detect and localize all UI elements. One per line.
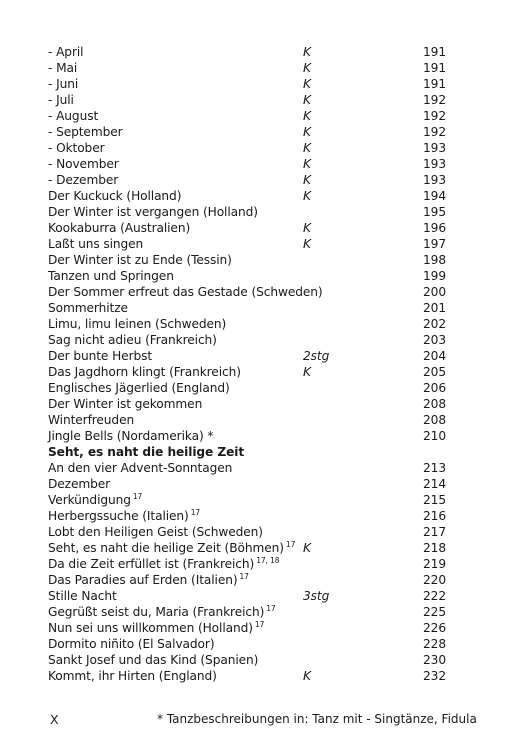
- entry-page-number: 202: [423, 317, 446, 331]
- footnote: * Tanzbeschreibungen in: Tanz mit - Singtänze, Fidula: [157, 712, 477, 726]
- entry-title: Der Winter ist gekommen: [48, 397, 203, 411]
- entry-page-number: 192: [423, 125, 446, 139]
- entry-page-number: 191: [423, 45, 446, 59]
- entry-page-number: 205: [423, 365, 446, 379]
- toc-entry: [48, 348, 448, 364]
- entry-page-number: 191: [423, 61, 446, 75]
- entry-title: Der Sommer erfreut das Gestade (Schweden): [48, 285, 323, 299]
- entry-mark: K: [303, 141, 311, 155]
- entry-title: Das Paradies auf Erden (Italien) $^{17}$: [48, 572, 249, 587]
- entry-page-number: 195: [423, 205, 446, 219]
- footnote-reference: 17: [266, 604, 276, 613]
- entry-page-number: 208: [423, 397, 446, 411]
- toc-entry: [48, 156, 448, 172]
- toc-entry: [48, 236, 448, 252]
- entry-page-number: 210: [423, 429, 446, 443]
- entry-page-number: 230: [423, 653, 446, 667]
- entry-title: An den vier Advent-Sonntagen: [48, 461, 233, 475]
- toc-entry: [48, 636, 448, 652]
- entry-mark: K: [303, 365, 311, 379]
- entry-title: Herbergssuche (Italien) $^{17}$: [48, 508, 201, 523]
- entry-mark: K: [303, 189, 311, 203]
- entry-page-number: 193: [423, 173, 446, 187]
- toc-entry: [48, 396, 448, 412]
- toc-entry: [48, 492, 448, 508]
- entry-page-number: 201: [423, 301, 446, 315]
- entry-page-number: 232: [423, 669, 446, 683]
- toc-entry: [48, 44, 448, 60]
- entry-title: Limu, limu leinen (Schweden): [48, 317, 227, 331]
- toc-entry: [48, 300, 448, 316]
- toc-entry: [48, 140, 448, 156]
- toc-entry: [48, 412, 448, 428]
- entry-title: Winterfreuden: [48, 413, 135, 427]
- toc-entry: [48, 364, 448, 380]
- entry-mark: 3stg: [303, 589, 330, 603]
- entry-title: Gegrüßt seist du, Maria (Frankreich) $^{17}$: [48, 604, 276, 619]
- entry-title: Sommerhitze: [48, 301, 128, 315]
- toc-entry: [48, 604, 448, 620]
- entry-title: - November: [48, 157, 119, 171]
- entry-title: Laßt uns singen: [48, 237, 144, 251]
- page-number-roman: X: [50, 712, 59, 727]
- entry-page-number: 191: [423, 77, 446, 91]
- toc-entry: [48, 668, 448, 684]
- entry-title: Dezember: [48, 477, 111, 491]
- entry-title: Nun sei uns willkommen (Holland) $^{17}$: [48, 620, 265, 635]
- entry-page-number: 199: [423, 269, 446, 283]
- toc-entry: [48, 524, 448, 540]
- entry-page-number: 226: [423, 621, 446, 635]
- toc-entry: [48, 476, 448, 492]
- entry-mark: K: [303, 669, 311, 683]
- toc-entry: [48, 124, 448, 140]
- entry-mark: K: [303, 221, 311, 235]
- entry-page-number: 225: [423, 605, 446, 619]
- entry-title: - September: [48, 125, 123, 139]
- entry-page-number: 213: [423, 461, 446, 475]
- entry-mark: K: [303, 45, 311, 59]
- entry-mark: K: [303, 541, 311, 555]
- entry-title: - Oktober: [48, 141, 105, 155]
- entry-page-number: 192: [423, 109, 446, 123]
- toc-entry: [48, 460, 448, 476]
- footnote-reference: 17: [254, 620, 265, 629]
- entry-page-number: 203: [423, 333, 446, 347]
- toc-entry: [48, 92, 448, 108]
- entry-mark: K: [303, 173, 311, 187]
- entry-page-number: 217: [423, 525, 446, 539]
- entry-mark: K: [303, 157, 311, 171]
- entry-title: Englisches Jägerlied (England): [48, 381, 230, 395]
- table-of-contents: [48, 44, 448, 684]
- entry-title: - August: [48, 109, 99, 123]
- toc-entry: [48, 332, 448, 348]
- toc-entry: [48, 108, 448, 124]
- entry-title: - Dezember: [48, 173, 119, 187]
- footnote-reference: 17: [190, 508, 201, 517]
- toc-entry: [48, 380, 448, 396]
- toc-entry: [48, 204, 448, 220]
- toc-entry: [48, 268, 448, 284]
- toc-entry: [48, 588, 448, 604]
- entry-page-number: 193: [423, 141, 446, 155]
- entry-title: Verkündigung $^{17}$: [48, 492, 143, 507]
- entry-mark: K: [303, 237, 311, 251]
- toc-entry: [48, 284, 448, 300]
- entry-page-number: 228: [423, 637, 446, 651]
- entry-mark: K: [303, 61, 311, 75]
- footnote-reference: 17: [239, 572, 249, 581]
- entry-title: Kookaburra (Australien): [48, 221, 191, 235]
- entry-title: Da die Zeit erfüllet ist (Frankreich) $^{17, 18}$: [48, 556, 280, 571]
- entry-page-number: 220: [423, 573, 446, 587]
- entry-mark: K: [303, 93, 311, 107]
- entry-mark: K: [303, 125, 311, 139]
- entry-page-number: 214: [423, 477, 446, 491]
- entry-title: Das Jagdhorn klingt (Frankreich): [48, 365, 241, 379]
- entry-title: - Juli: [48, 93, 74, 107]
- entry-page-number: 218: [423, 541, 446, 555]
- entry-title: Der Winter ist vergangen (Holland): [48, 205, 258, 219]
- footnote-reference: 17: [285, 540, 296, 549]
- footnote-reference: 17: [132, 492, 143, 501]
- entry-mark: K: [303, 77, 311, 91]
- entry-title: - Juni: [48, 77, 79, 91]
- toc-entry: [48, 620, 448, 636]
- entry-page-number: 216: [423, 509, 446, 523]
- entry-page-number: 200: [423, 285, 446, 299]
- entry-title: Der Kuckuck (Holland): [48, 189, 182, 203]
- entry-title: Der Winter ist zu Ende (Tessin): [48, 253, 232, 267]
- toc-entry: [48, 556, 448, 572]
- toc-entry: [48, 76, 448, 92]
- entry-mark: K: [303, 109, 311, 123]
- toc-entry: [48, 508, 448, 524]
- entry-title: - Mai: [48, 61, 78, 75]
- entry-title: Kommt, ihr Hirten (England): [48, 669, 217, 683]
- entry-title: Lobt den Heiligen Geist (Schweden): [48, 525, 263, 539]
- toc-entry: [48, 172, 448, 188]
- toc-entry: [48, 572, 448, 588]
- entry-title: Sag nicht adieu (Frankreich): [48, 333, 217, 347]
- entry-page-number: 215: [423, 493, 446, 507]
- entry-page-number: 204: [423, 349, 446, 363]
- entry-page-number: 197: [423, 237, 446, 251]
- entry-page-number: 192: [423, 93, 446, 107]
- entry-page-number: 194: [423, 189, 446, 203]
- entry-page-number: 196: [423, 221, 446, 235]
- entry-title: Tanzen und Springen: [48, 269, 174, 283]
- entry-page-number: 198: [423, 253, 446, 267]
- entry-page-number: 222: [423, 589, 446, 603]
- entry-title: Der bunte Herbst: [48, 349, 153, 363]
- toc-entry: [48, 428, 448, 444]
- entry-title: Sankt Josef und das Kind (Spanien): [48, 653, 259, 667]
- entry-title: - April: [48, 45, 84, 59]
- toc-entry: [48, 220, 448, 236]
- entry-mark: 2stg: [303, 349, 330, 363]
- entry-title: Seht, es naht die heilige Zeit (Böhmen) $^{17}$: [48, 540, 296, 555]
- section-heading: [48, 444, 448, 460]
- toc-entry: [48, 652, 448, 668]
- entry-page-number: 219: [423, 557, 446, 571]
- toc-entry: [48, 188, 448, 204]
- entry-page-number: 206: [423, 381, 446, 395]
- entry-title: Jingle Bells (Nordamerika) *: [48, 429, 214, 443]
- entry-page-number: 208: [423, 413, 446, 427]
- entry-title: Stille Nacht: [48, 589, 117, 603]
- toc-entry: [48, 252, 448, 268]
- toc-entry: [48, 316, 448, 332]
- toc-entry: [48, 540, 448, 556]
- footnote-reference: 17, 18: [256, 556, 280, 565]
- section-title: Seht, es naht die heilige Zeit: [48, 445, 245, 459]
- entry-page-number: 193: [423, 157, 446, 171]
- toc-entry: [48, 60, 448, 76]
- entry-title: Dormito niñito (El Salvador): [48, 637, 215, 651]
